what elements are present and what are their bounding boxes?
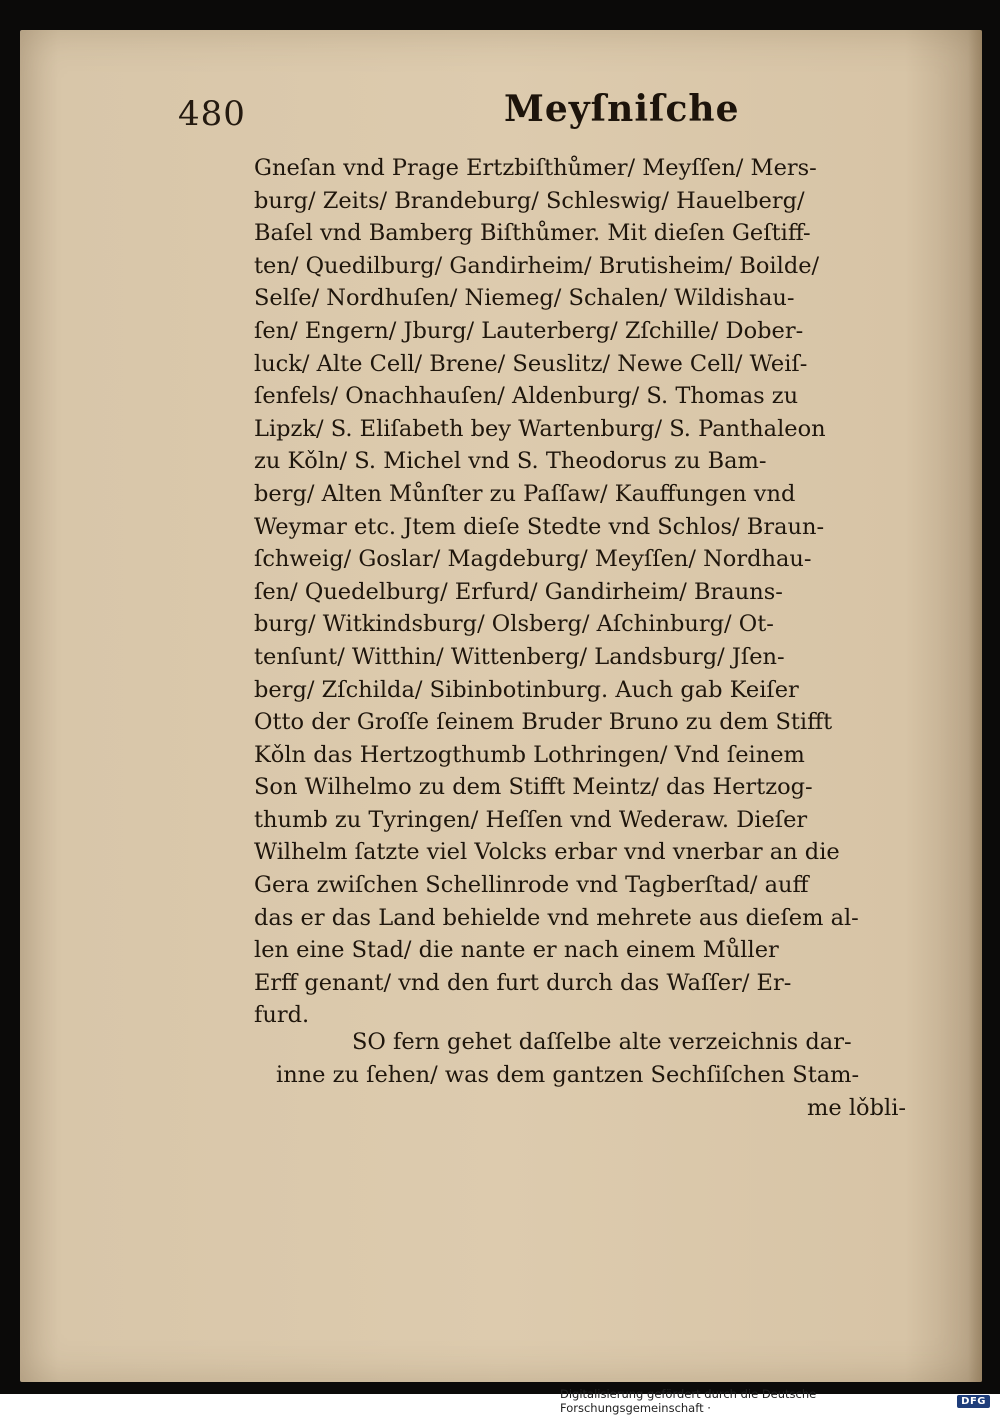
text-line: ſchweig/ Goslar/ Magdeburg/ Meyſſen/ Nordhau- xyxy=(254,546,812,573)
text-line: zu Kǒln/ S. Michel vnd S. Theodorus zu Bam- xyxy=(254,448,767,475)
page-number: 480 xyxy=(178,94,246,134)
text-line: Baſel vnd Bamberg Biſthůmer. Mit dieſen Geſtiff- xyxy=(254,220,811,247)
text-line: Weymar etc. Jtem dieſe Stedte vnd Schlos/ Braun- xyxy=(254,513,825,540)
text-line: furd. xyxy=(254,1002,310,1029)
running-title: Meyſniſche xyxy=(504,88,740,130)
catchword: me lǒbli- xyxy=(807,1095,906,1121)
closing-paragraph xyxy=(276,1026,906,1125)
text-line: inne zu ſehen/ was dem gantzen Sechſiſchen Stam- xyxy=(276,1062,860,1088)
text-line: ſen/ Engern/ Jburg/ Lauterberg/ Zſchille/ Dober- xyxy=(254,317,804,344)
text-line: Lipzk/ S. Eliſabeth bey Wartenburg/ S. Panthaleon xyxy=(254,415,826,442)
dfg-logo: DFG xyxy=(957,1395,990,1408)
text-line: burg/ Zeits/ Brandeburg/ Schleswig/ Hauelberg/ xyxy=(254,187,805,214)
text-line: luck/ Alte Cell/ Brene/ Seuslitz/ Newe Cell/ Weiſ- xyxy=(254,350,808,377)
text-line: Erff genant/ vnd den furt durch das Waſſer/ Er- xyxy=(254,969,792,996)
text-line: Wilhelm ſatzte viel Volcks erbar vnd vnerbar an die xyxy=(254,839,840,866)
page-edge-shadow xyxy=(968,30,982,1382)
text-line: Otto der Groſſe ſeinem Bruder Bruno zu dem Stifft xyxy=(254,709,833,736)
text-line: ten/ Quedilburg/ Gandirheim/ Brutisheim/ Boilde/ xyxy=(254,252,820,279)
text-line: Gneſan vnd Prage Ertzbiſthůmer/ Meyſſen/ Mers- xyxy=(254,155,817,181)
text-line: SO fern gehet daſſelbe alte verzeichnis dar- xyxy=(352,1029,852,1055)
main-paragraph xyxy=(254,152,906,1032)
text-line: Selſe/ Nordhuſen/ Niemeg/ Schalen/ Wildishau- xyxy=(254,285,795,312)
digitization-footer xyxy=(560,1387,990,1415)
text-line: berg/ Alten Můnſter zu Paſſaw/ Kauffungen vnd xyxy=(254,480,796,507)
text-line: berg/ Zſchilda/ Sibinbotinburg. Auch gab Keiſer xyxy=(254,676,799,703)
text-line: das er das Land behielde vnd mehrete aus dieſem al- xyxy=(254,904,859,931)
running-head xyxy=(178,88,898,148)
text-line: len eine Stad/ die nante er nach einem Můller xyxy=(254,937,779,964)
text-line: burg/ Witkindsburg/ Olsberg/ Aſchinburg/ Ot- xyxy=(254,611,774,638)
text-line: Kǒln das Hertzogthumb Lothringen/ Vnd ſeinem xyxy=(254,741,805,768)
text-line: Gera zwiſchen Schellinrode vnd Tagberſtad/ auff xyxy=(254,872,809,899)
text-line: thumb zu Tyringen/ Heſſen vnd Wederaw. Dieſer xyxy=(254,806,808,833)
text-line: ſenfels/ Onachhauſen/ Aldenburg/ S. Thomas zu xyxy=(254,383,799,410)
text-line: ſen/ Quedelburg/ Erfurd/ Gandirheim/ Brauns- xyxy=(254,578,783,605)
text-line: Son Wilhelmo zu dem Stifft Meintz/ das Hertzog- xyxy=(254,774,813,801)
text-line: tenſunt/ Witthin/ Wittenberg/ Landsburg/ Jſen- xyxy=(254,643,785,670)
footer-text: Digitalisierung gefördert durch die Deutsche Forschungsgemeinschaft · xyxy=(560,1387,817,1415)
